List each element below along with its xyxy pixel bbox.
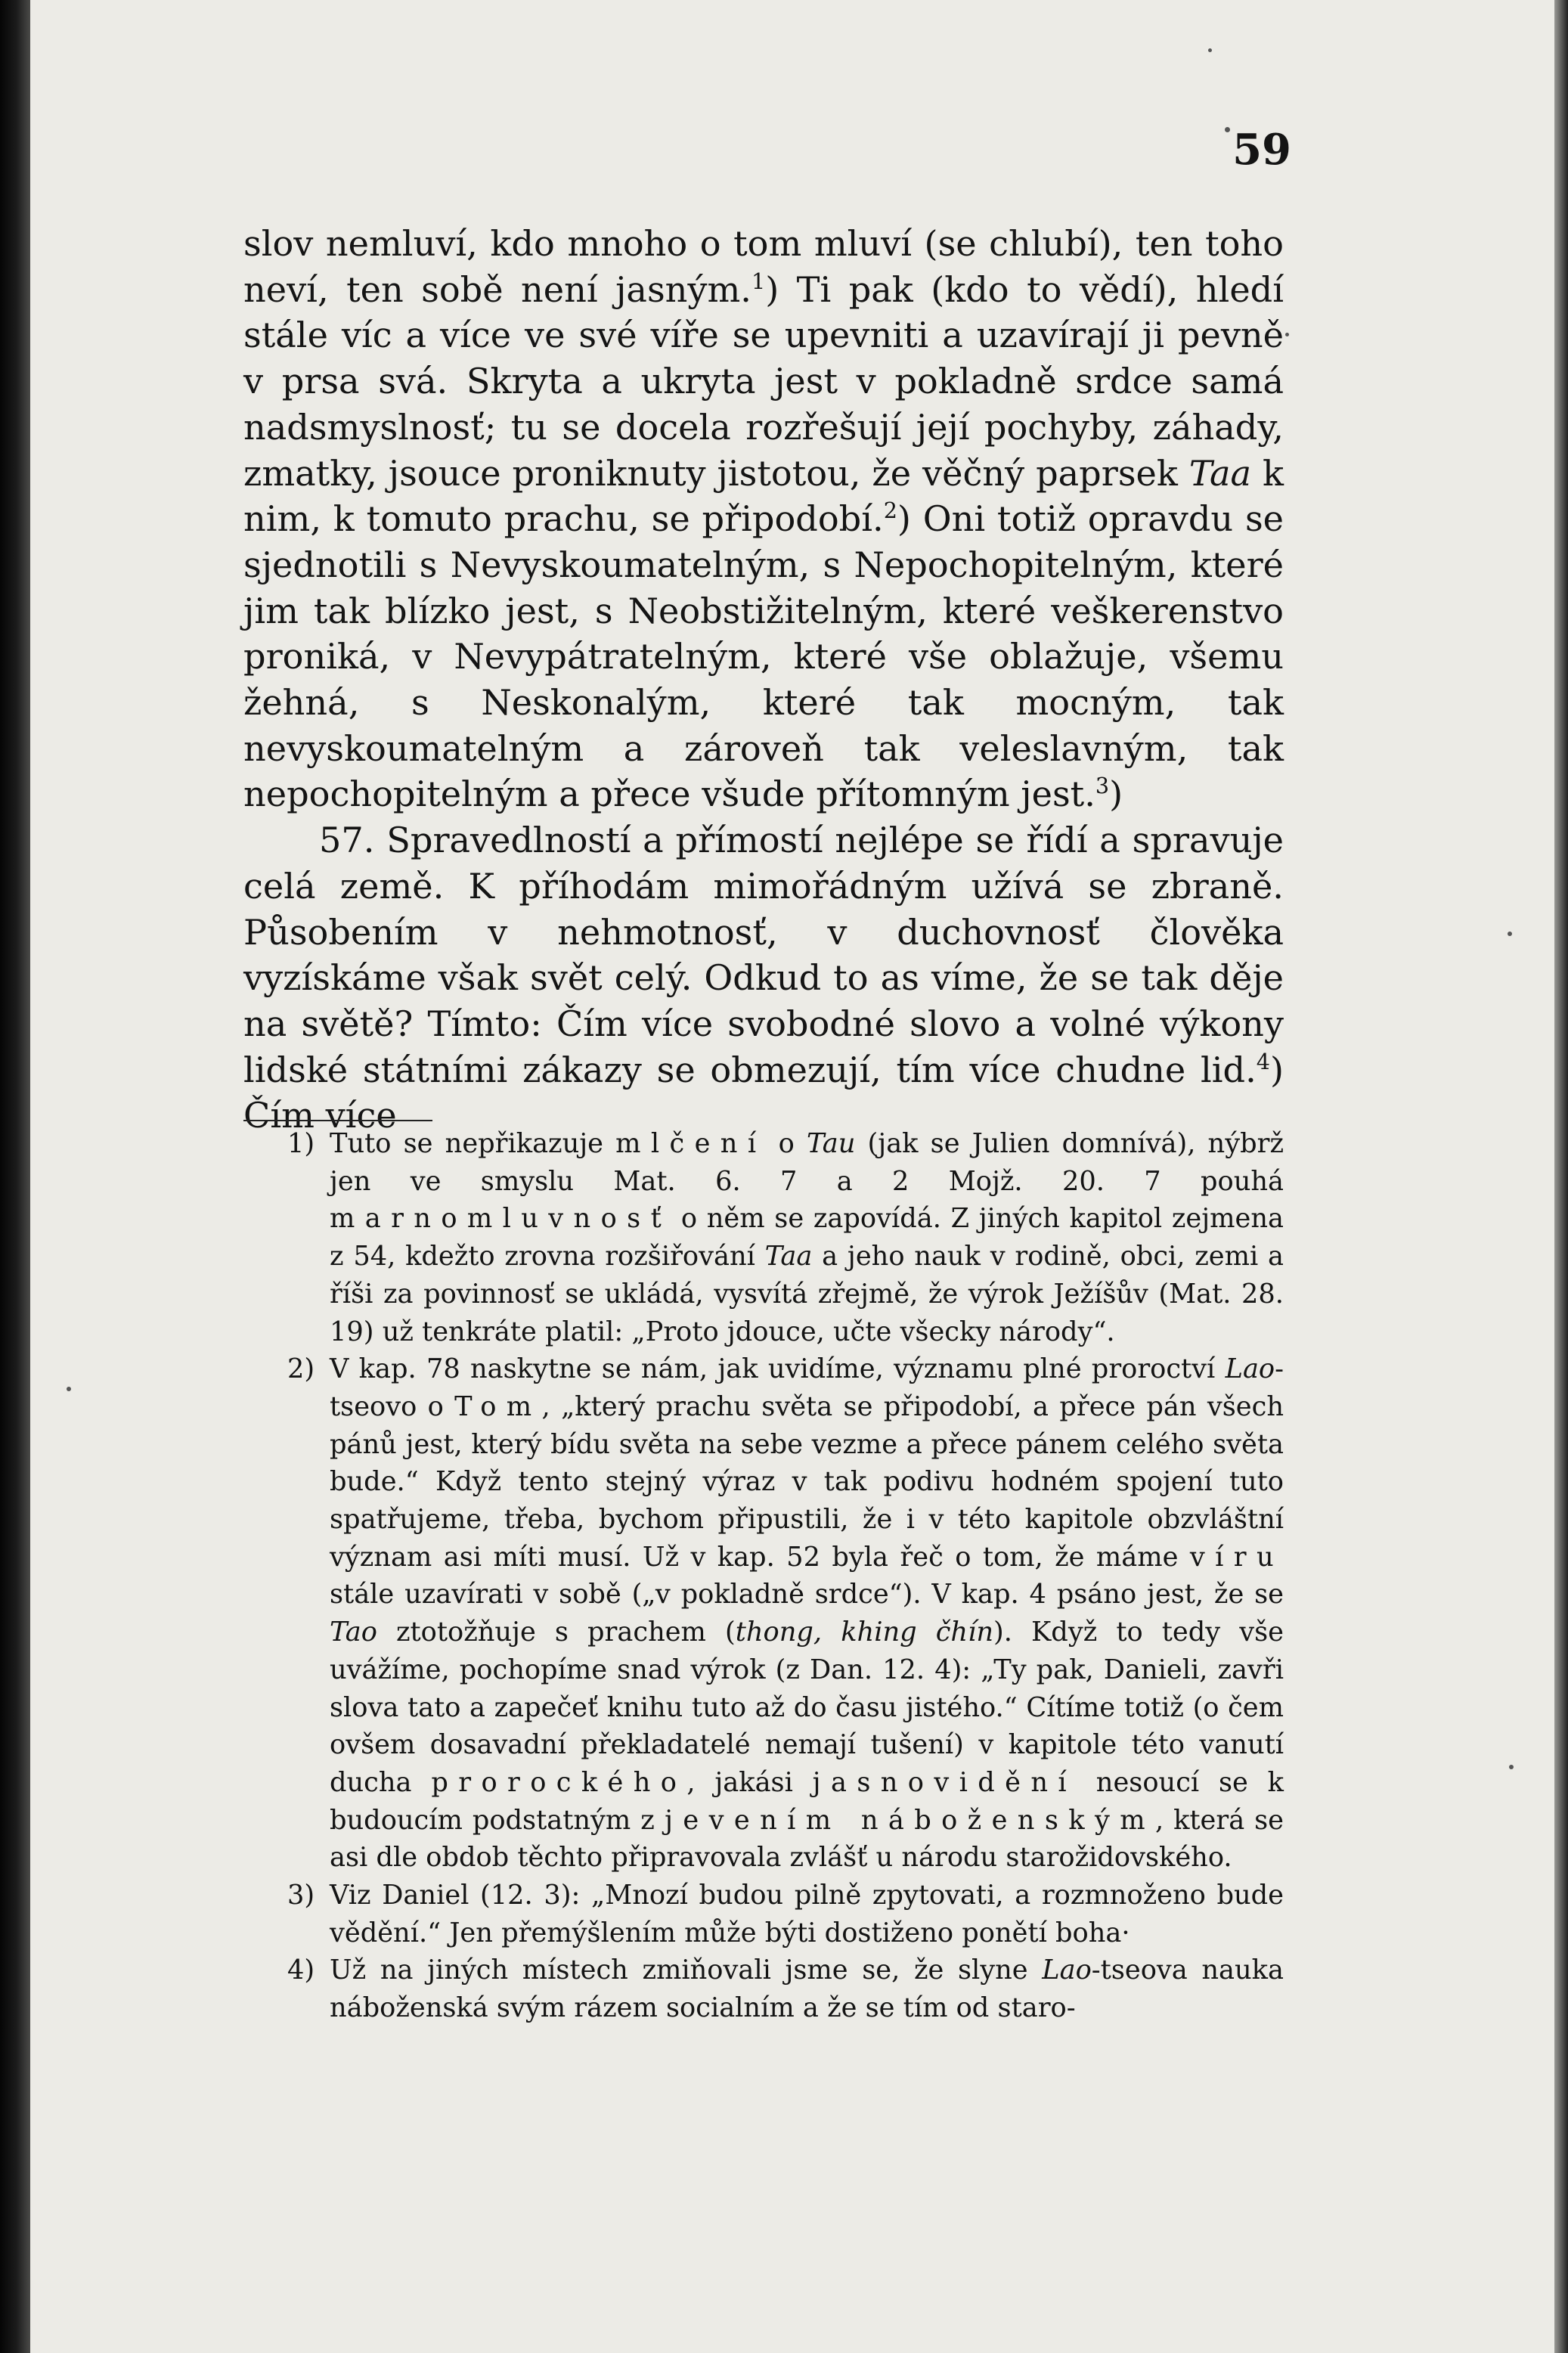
scan-speck	[67, 1387, 71, 1391]
text-run: Tuto se nepřikazuje	[330, 1128, 616, 1159]
footnote-marker: 2)	[287, 1353, 315, 1385]
emphasized-spaced-text: jasnovidění	[812, 1766, 1077, 1798]
footnote-reference: 1	[751, 268, 766, 294]
text-run: stále uzavírati v sobě („v pokladně srdce“). V kap. 4 psáno jest, že se	[330, 1579, 1284, 1611]
footnotes	[287, 1125, 1284, 2027]
text-run: o něm se zapovídá. Z jiných kapitol zejmena z 54, kdežto zrovna rozšiřování	[330, 1203, 1284, 1273]
text-run: nesoucí se k budoucím podstatným	[330, 1766, 1284, 1836]
emphasized-spaced-text: mlčení	[615, 1128, 767, 1159]
text-run: , která se asi dle obdob těchto připravovala zvlášť u národu starožidovského.	[330, 1804, 1284, 1874]
text-run: slov nemluví, kdo mnoho o tom mluví (se chlubí), ten toho neví, ten sobě není jasným.	[243, 223, 1284, 310]
italic-text: Tao	[330, 1617, 377, 1648]
text-run: (jak se Julien domnívá), nýbrž jen ve smyslu Mat. 6. 7 a 2 Mojž. 20. 7 pouhá	[330, 1128, 1284, 1197]
text-run: k nim, k tomuto prachu, se připodobí.	[243, 452, 1284, 540]
text-run: )	[1109, 773, 1123, 815]
italic-text: Taa	[1188, 452, 1252, 494]
scan-left-edge	[0, 0, 30, 2353]
footnote-reference: 2	[883, 498, 897, 524]
footnote-marker: 4)	[287, 1955, 315, 1986]
page-number: 59	[1232, 125, 1291, 175]
text-run: o	[766, 1128, 807, 1159]
text-run: -tseovo o	[330, 1353, 1284, 1422]
text-run: ) Ti pak (kdo to vědí), hledí stále víc a více ve své víře se upevniti a uzavírají ji pevně v prsa svá. Skryta a ukryta jest v pokladně srdce samá nadsmyslnosť; tu se docela rozřešují její pochyby, záhady, zmatky, jsouce proniknuty jistotou, že věčný paprsek	[243, 268, 1284, 494]
emphasized-spaced-text: víru	[1189, 1541, 1284, 1573]
footnote-divider	[243, 1120, 432, 1121]
footnote-marker: 1)	[287, 1128, 315, 1159]
footnote	[287, 1952, 1284, 2026]
scan-speck	[1208, 48, 1212, 52]
text-run: , jakási	[686, 1766, 813, 1798]
text-run: , „který prachu světa se připodobí, a přece pán všech pánů jest, který bídu světa na sebe vezme a přece pánem celého světa bude.“ Když tento stejný výraz v tak podivu hodném spojení tuto spatřujeme, třeba, bychom připustili, že i v této kapitole obzvláštní význam asi míti musí. Už v kap. 52 byla řeč o tom, že máme	[330, 1390, 1284, 1573]
text-run: ztotožňuje s prachem (	[377, 1617, 736, 1648]
footnote	[287, 1125, 1284, 1350]
text-run: 57. Spravedlností a přímostí nejlépe se řídí a spravuje celá země. K příhodám mimořádným užívá se zbraně. Působením v nehmotnosť, v duchovnosť člověka vyzískáme však svět celý. Odkud to as víme, že se tak děje na světě? Tímto: Čím více svobodné slovo a volné výkony lidské státními zákazy se obmezují, tím více chudne lid.	[243, 820, 1284, 1090]
footnote	[287, 1877, 1284, 1952]
body-paragraph	[243, 221, 1284, 817]
body-text	[243, 221, 1284, 1139]
text-run: ) Oni totiž opravdu se sjednotili s Nevyskoumatelným, s Nepochopitelným, které jim tak blízko jest, s Neobstižitelným, které veškerenstvo proniká, v Nevypátratelným, které vše oblažuje, všemu žehná, s Neskonalým, které tak mocným, tak nevyskoumatelným a zároveň tak veleslavným, tak nepochopitelným a přece všude přítomným jest.	[243, 498, 1284, 815]
text-run: -tseova nauka náboženská svým rázem socialním a že se tím od staro-	[330, 1955, 1284, 2024]
text-run: ) Čím více	[243, 1049, 1284, 1136]
italic-text: Lao	[1225, 1353, 1275, 1385]
emphasized-spaced-text: marnomluvnosť	[330, 1203, 672, 1235]
text-run: Viz Daniel (12. 3): „Mnozí budou pilně zpytovati, a rozmnoženo bude vědění.“ Jen přemýšlením může býti dostiženo ponětí boha·	[330, 1880, 1284, 1948]
italic-text: thong, khing čhín	[735, 1617, 994, 1648]
text-run: Už na jiných místech zmiňovali jsme se, že slyne	[330, 1955, 1043, 1986]
footnote-reference: 4	[1256, 1048, 1270, 1074]
scan-speck	[1285, 333, 1289, 336]
scan-speck	[1508, 932, 1512, 936]
italic-text: Taa	[764, 1241, 813, 1273]
footnote-marker: 3)	[287, 1880, 315, 1911]
text-run: V kap. 78 naskytne se nám, jak uvidíme, významu plné proroctví	[330, 1353, 1226, 1385]
scan-speck	[1509, 1765, 1514, 1769]
emphasized-spaced-text: Tom	[454, 1390, 542, 1422]
italic-text: Lao	[1042, 1955, 1092, 1986]
emphasized-spaced-text: prorockého	[431, 1766, 687, 1798]
italic-text: Tau	[807, 1128, 856, 1159]
footnote	[287, 1350, 1284, 1877]
footnote-reference: 3	[1095, 773, 1110, 799]
scan-right-edge	[1554, 0, 1568, 2353]
body-paragraph	[243, 817, 1284, 1139]
emphasized-spaced-text: zjevením náboženským	[640, 1804, 1155, 1836]
text-run: a jeho nauk v rodině, obci, zemi a říši za povinnosť se ukládá, vysvítá zřejmě, že výrok Ježíšův (Mat. 28. 19) už tenkráte platil: „Proto jdouce, učte všecky národy“.	[330, 1241, 1284, 1347]
text-run: ). Když to tedy vše uvážíme, pochopíme snad výrok (z Dan. 12. 4): „Ty pak, Danieli, zavři slova tato a zapečeť knihu tuto až do času jistého.“ Cítíme totiž (o čem ovšem dosavadní překladatelé nemají tušení) v kapitole této vanutí ducha	[330, 1617, 1284, 1798]
